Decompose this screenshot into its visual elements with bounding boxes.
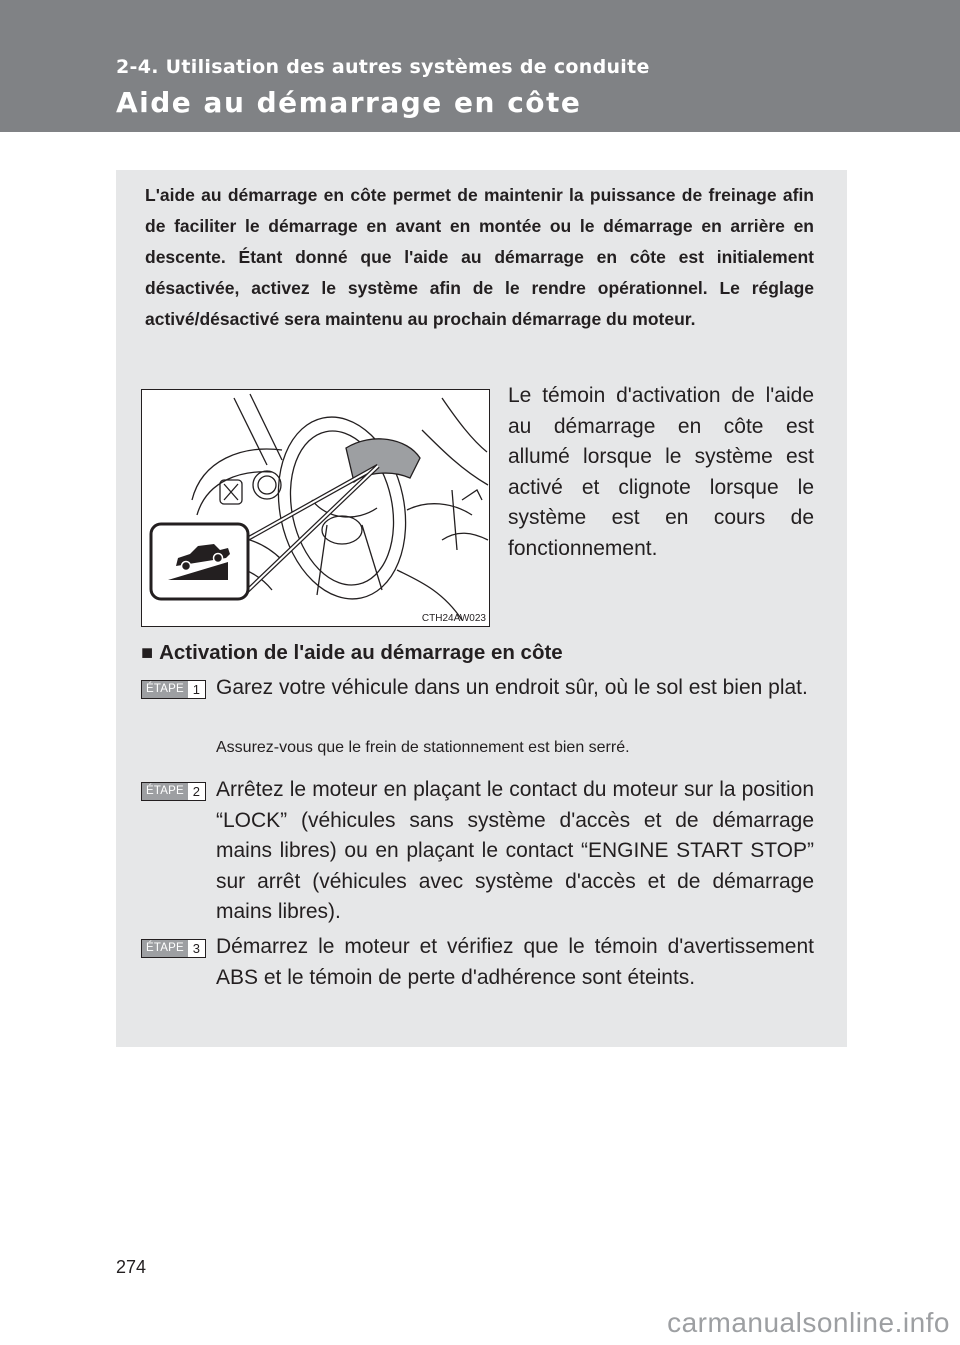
step-2-text: Arrêtez le moteur en plaçant le contact du moteur sur la position “LOCK” (véhicules sans système d'accès et de démarrage mains libres) ou en plaçant le contact “ENGINE START STOP” sur arrêt (véhicules avec système d'accès et de démarrage mains libres). xyxy=(216,778,814,923)
step-label: ÉTAPE xyxy=(142,681,188,698)
step-label: ÉTAPE xyxy=(142,783,188,800)
step-badge-2 xyxy=(141,782,206,801)
activation-heading-text: Activation de l'aide au démarrage en côte xyxy=(159,641,563,664)
step-1-note: Assurez-vous que le frein de stationnement est bien serré. xyxy=(216,739,630,756)
step-3-text: Démarrez le moteur et vérifiez que le témoin d'avertissement ABS et le témoin de perte d'adhérence sont éteints. xyxy=(216,935,814,989)
activation-heading xyxy=(141,641,563,665)
dashboard-drawing xyxy=(142,390,489,626)
watermark: carmanualsonline.info xyxy=(667,1307,950,1338)
page-number: 274 xyxy=(116,1257,147,1277)
step-number: 3 xyxy=(192,941,200,956)
square-bullet-icon: ■ xyxy=(141,642,154,664)
page-title: Aide au démarrage en côte xyxy=(116,86,582,119)
figure-code: CTH24AW023 xyxy=(421,613,486,624)
step-badge-1 xyxy=(141,680,206,699)
step-number: 2 xyxy=(192,784,200,799)
page-header xyxy=(0,0,960,132)
step-1-text: Garez votre véhicule dans un endroit sûr, où le sol est bien plat. xyxy=(216,676,808,699)
step-badge-3 xyxy=(141,939,206,958)
intro-paragraph: L'aide au démarrage en côte permet de maintenir la puissance de freinage afin de faciliter le démarrage en avant en montée ou le démarrage en arrière en descente. Étant donné que l'aide au démarrage en côte est initialement désactivée, activez le système afin de le rendre opérationnel. Le réglage activé/désactivé sera maintenu au prochain démarrage du moteur. xyxy=(145,185,814,329)
dashboard-illustration xyxy=(141,389,490,627)
section-title: 2-4. Utilisation des autres systèmes de conduite xyxy=(116,56,650,78)
step-label: ÉTAPE xyxy=(142,940,188,957)
step-number: 1 xyxy=(192,682,200,697)
indicator-description: Le témoin d'activation de l'aide au démarrage en côte est allumé lorsque le système est activé et clignote lorsque le système est en cours de fonctionnement. xyxy=(508,384,814,560)
